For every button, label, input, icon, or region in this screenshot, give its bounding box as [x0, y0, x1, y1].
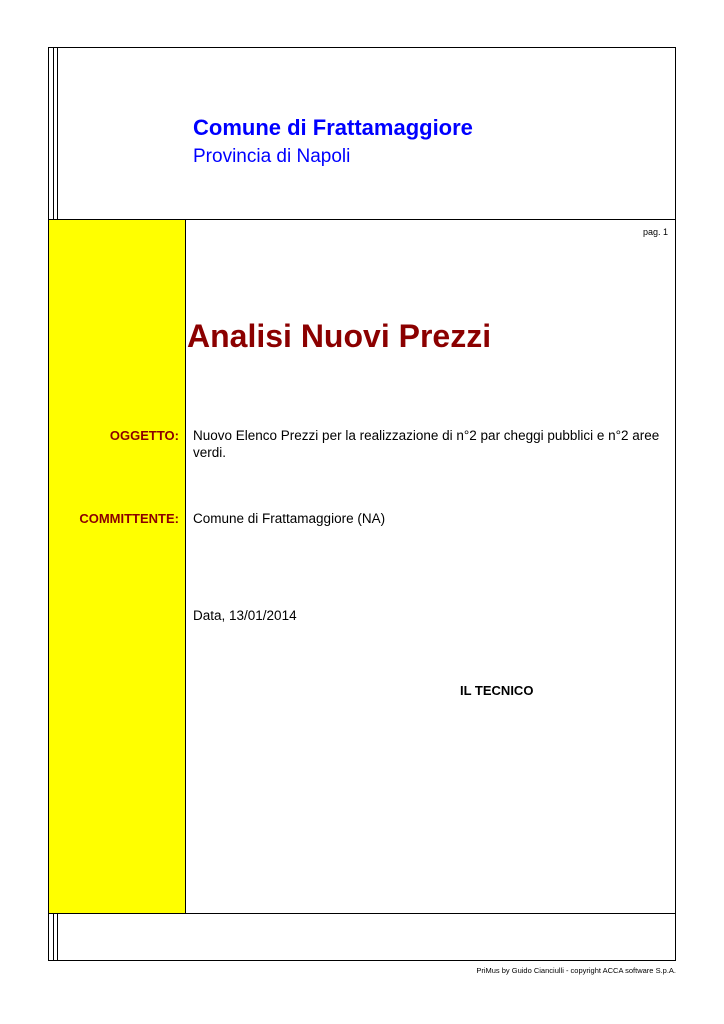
bottom-band-rule-2 — [57, 913, 58, 961]
page-number: pag. 1 — [642, 227, 668, 237]
committente-label: COMMITTENTE: — [79, 511, 179, 526]
top-band-rule-2 — [57, 47, 58, 220]
committente-value: Comune di Frattamaggiore (NA) — [193, 511, 386, 526]
footer-copyright: PriMus by Guido Cianciulli - copyright ACCA software S.p.A. — [476, 966, 676, 975]
date-value: Data, 13/01/2014 — [193, 608, 297, 623]
top-band-rule-1 — [53, 47, 54, 220]
label-column-panel — [49, 220, 186, 913]
bottom-band-rule-1 — [53, 913, 54, 961]
oggetto-value: Nuovo Elenco Prezzi per la realizzazione di n°2 par cheggi pubblici e n°2 aree verdi. — [193, 428, 660, 460]
bottom-band-separator — [48, 913, 676, 914]
document-title: Analisi Nuovi Prezzi — [187, 318, 492, 354]
oggetto-label: OGGETTO: — [109, 428, 179, 443]
province-subtitle: Provincia di Napoli — [193, 146, 351, 167]
signature-label: IL TECNICO — [460, 683, 534, 698]
municipality-title: Comune di Frattamaggiore — [193, 115, 473, 140]
